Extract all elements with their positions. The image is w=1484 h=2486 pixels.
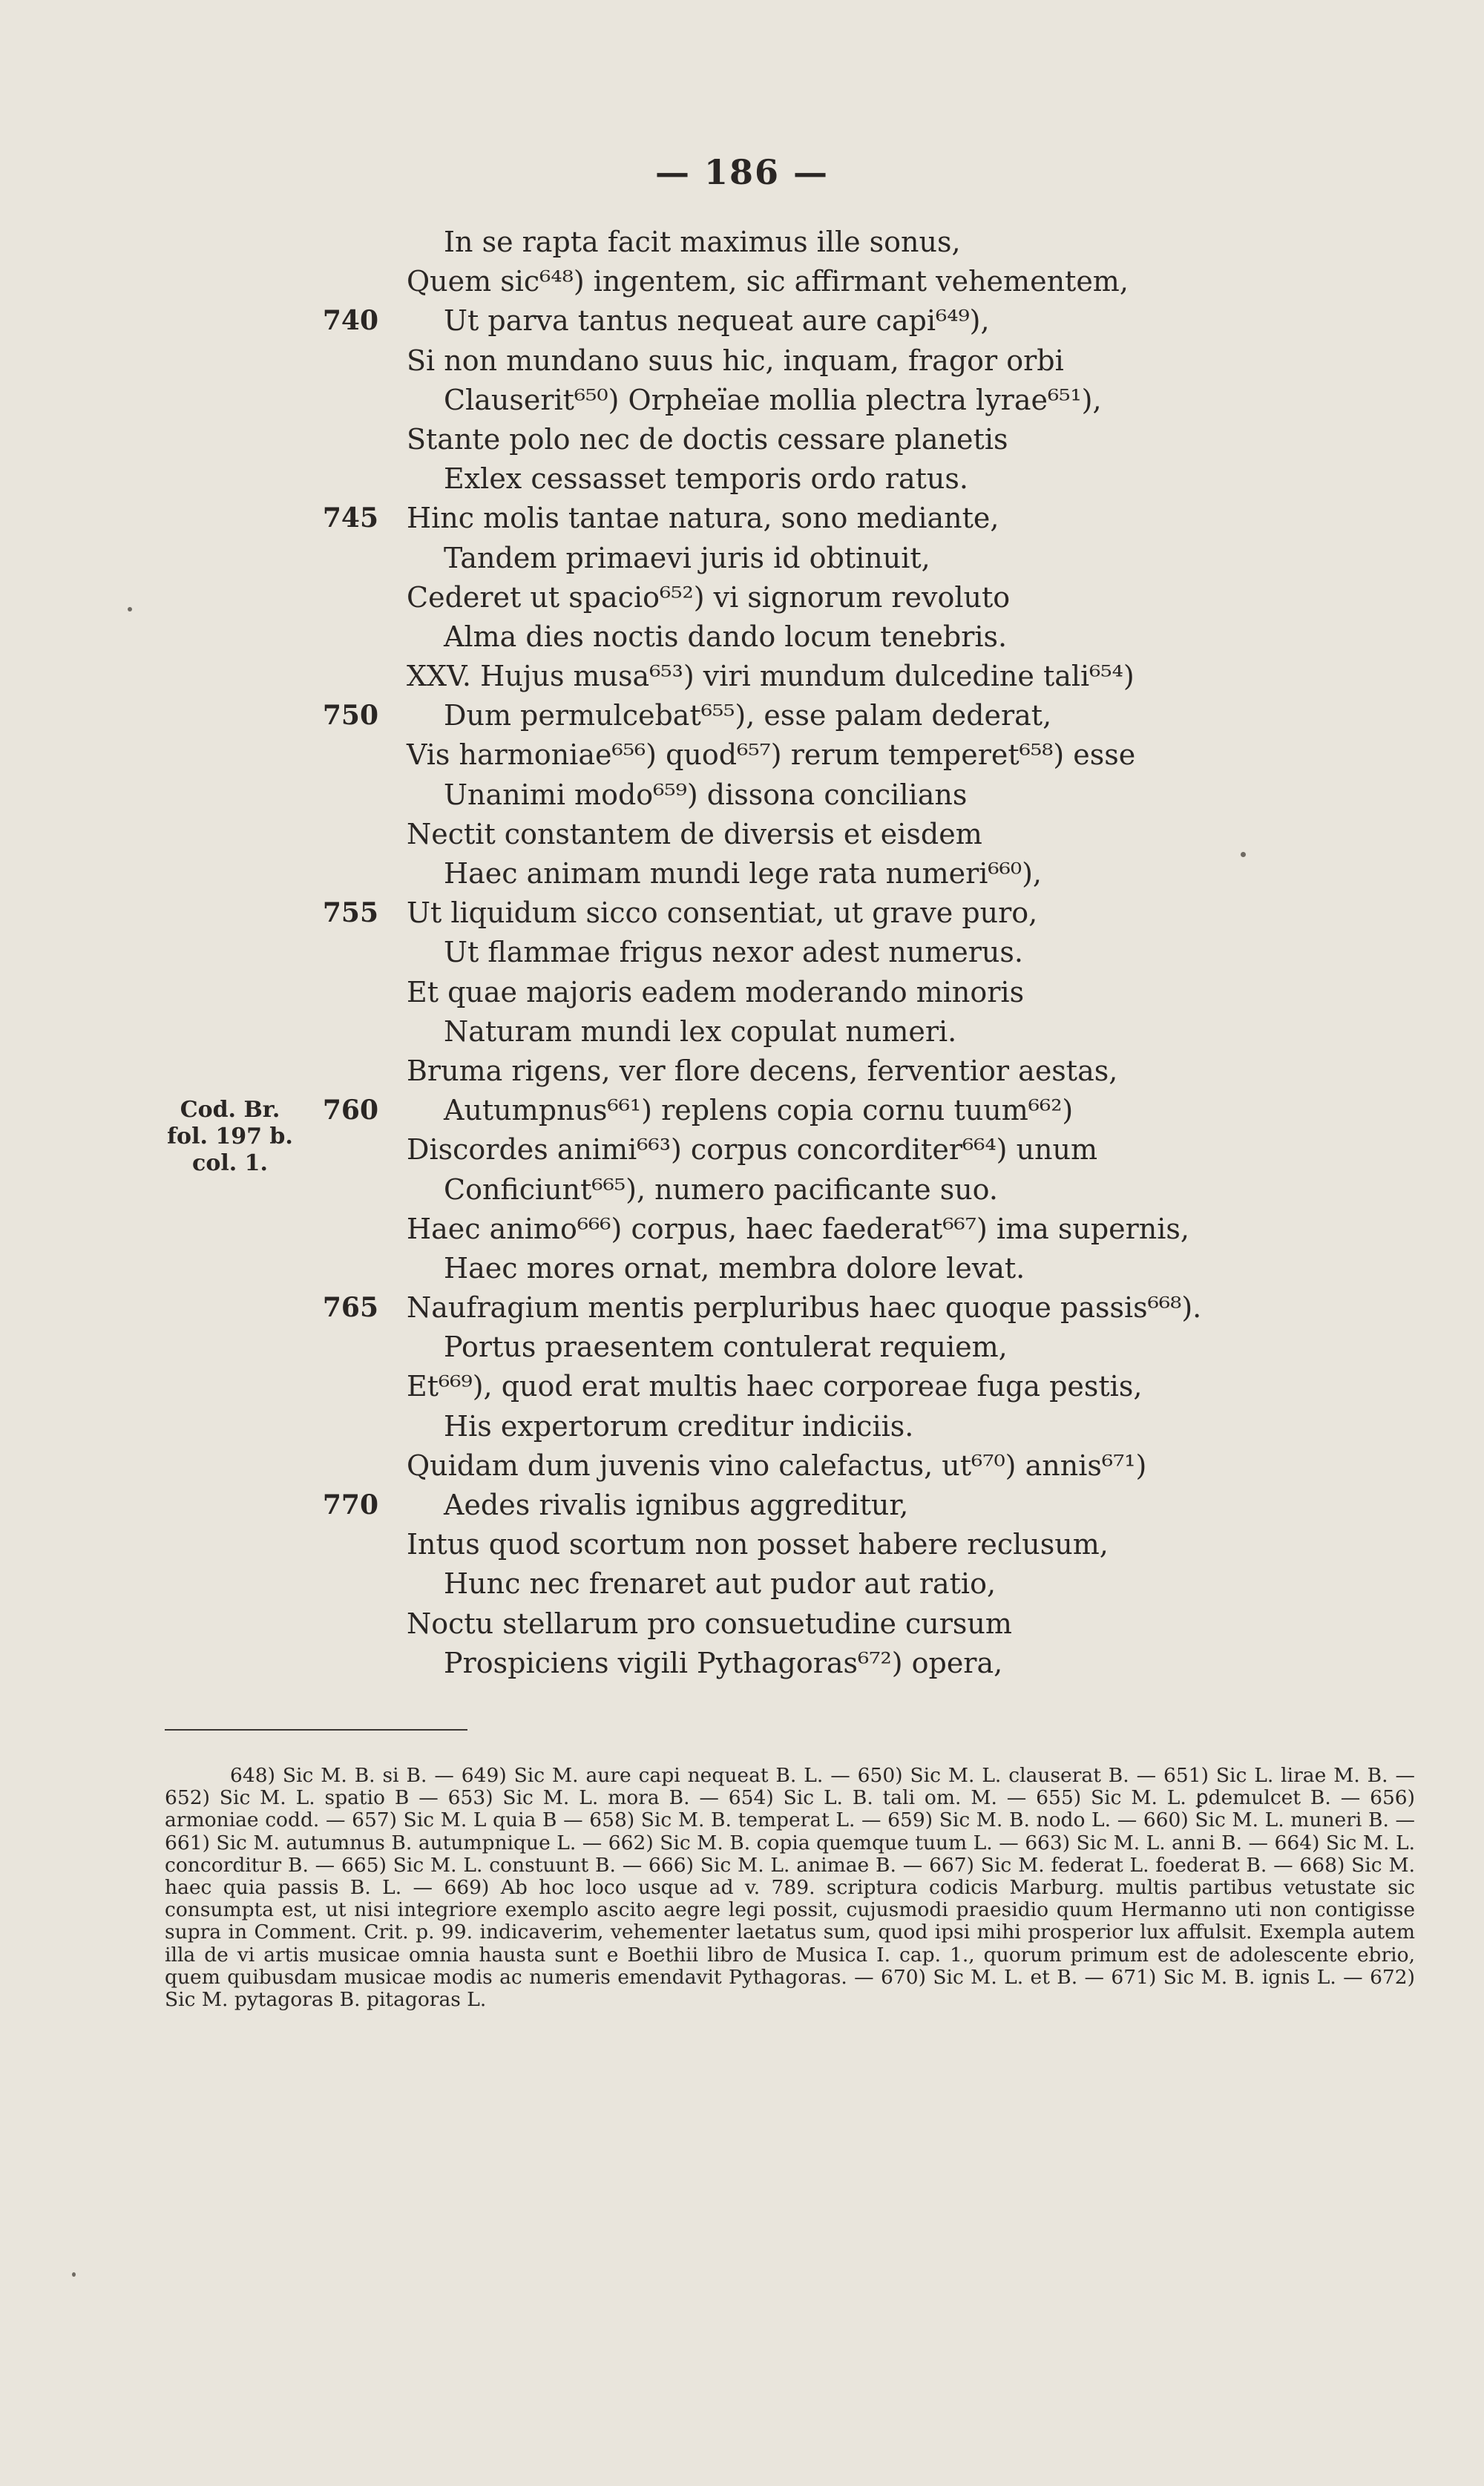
margin-note-line: Cod. Br. [180,1097,280,1123]
margin-note-line: fol. 197 b. [167,1124,293,1149]
verse-line [0,696,1484,735]
verse-line [0,1170,1484,1210]
verse-text: Clauserit⁶⁵⁰) Orpheïae mollia plectra lyrae⁶⁵¹), [444,383,1102,416]
verse-text: Stante polo nec de doctis cessare planetis [407,422,1008,456]
verse-text: Unanimi modo⁶⁵⁹) dissona concilians [444,778,968,811]
section-marker: XXV. [407,660,471,693]
verse-line [0,815,1484,854]
verse-text: Tandem primaevi juris id obtinuit, [444,541,930,574]
verse-text: Et⁶⁶⁹), quod erat multis haec corporeae fuga pestis, [407,1370,1143,1403]
verse-line [0,1486,1484,1525]
verse-text: Exlex cessasset temporis ordo ratus. [444,462,968,496]
verse-text: Intus quod scortum non posset habere reclusum, [407,1528,1109,1561]
page-number: — 186 — [654,152,830,192]
verse-text: Prospiciens vigili Pythagoras⁶⁷²) opera, [444,1646,1003,1679]
footnote-divider [165,1729,467,1731]
paper-speck [72,2272,76,2277]
verse-line [0,1644,1484,1683]
verse-line [0,617,1484,657]
verse-line [0,1367,1484,1406]
verse-line [0,301,1484,341]
line-number: 770 [322,1489,378,1521]
verse-line [0,262,1484,301]
line-number: 755 [322,897,378,929]
verse-line [0,1052,1484,1091]
line-number: 740 [322,305,378,337]
paper-speck [1241,852,1246,857]
verse-line [0,854,1484,893]
verse-line [0,539,1484,578]
verse-line [0,657,1484,696]
verse-text: Quidam dum juvenis vino calefactus, ut⁶⁷⁰) annis⁶⁷¹) [407,1449,1147,1482]
verse-text: Vis harmoniae⁶⁵⁶) quod⁶⁵⁷) rerum temperet⁶⁵⁸) esse [407,738,1136,772]
verse-text: Bruma rigens, ver flore decens, ferventior aestas, [407,1054,1118,1087]
verse-text [407,657,1135,696]
verse-text: Nectit constantem de diversis et eisdem [407,817,982,850]
verse-text: Haec animam mundi lege rata numeri⁶⁶⁰), [444,857,1043,890]
poem-text [0,223,1484,1683]
paper-speck [128,607,132,611]
verse-text: Haec mores ornat, membra dolore levat. [444,1251,1025,1285]
verse-line [0,973,1484,1012]
verse-line [0,499,1484,538]
verse-text: Si non mundano suus hic, inquam, fragor orbi [407,344,1064,377]
verse-line [0,1288,1484,1328]
verse-line [0,1130,1484,1170]
verse-text: His expertorum creditur indiciis. [444,1409,914,1443]
verse-text: Hinc molis tantae natura, sono mediante, [407,502,999,535]
verse-body: Hujus musa⁶⁵³) viri mundum dulcedine tali⁶⁵⁴) [480,660,1135,693]
line-number: 750 [322,700,378,732]
margin-note-line: col. 1. [192,1150,268,1176]
verse-line [0,578,1484,617]
verse-text: Ut parva tantus nequeat aure capi⁶⁴⁹), [444,304,990,338]
verse-line [0,933,1484,972]
verse-text: Naufragium mentis perpluribus haec quoque passis⁶⁶⁸). [407,1291,1202,1325]
verse-text: Quem sic⁶⁴⁸) ingentem, sic affirmant vehementem, [407,265,1129,298]
footnotes [165,1765,1415,2011]
verse-line [0,420,1484,459]
verse-line [0,1604,1484,1644]
verse-text: Ut flammae frigus nexor adest numerus. [444,936,1023,969]
footnote-block: 648) Sic M. B. si B. — 649) Sic M. aure capi nequeat B. L. — 650) Sic M. L. clauserat B. — 651) Sic L. lirae M. B. — 652) Sic M. L. spatio B — 653) Sic M. L. mora B. — 654) Sic L. B. tali om. M. — 655) Sic M. L. ꝑdemulcet B. — 656) armoniae codd. — 657) Sic M. L quia B — 658) Sic M. B. temperat L. — 659) Sic M. B. nodo L. — 660) Sic M. L. muneri B. — 661) Sic M. autumnus B. autumpnique L. — 662) Sic M. B. copia quemque tuum L. — 663) Sic M. L. anni B. — 664) Sic M. L. concorditur B. — 665) Sic M. L. constuunt B. — 666) Sic M. L. animae B. — 667) Sic M. federat L. foederat B. — 668) Sic M. haec quia passis B. L. — 669) Ab hoc loco usque ad v. 789. scriptura codicis Marburg. multis partibus vetustate sic consumpta est, ut nisi integriore exemplo ascito aegre legi possit, cujusmodi praesidio quum Hermanno uti non contigisse supra in Comment. Crit. p. 99. indicaverim, vehementer laetatus sum, quod ipsi mihi prosperior lux affulsit. Exempla autem illa de vi artis musicae omnia hausta sunt e Boethii libro de Musica I. cap. 1., quorum primum est de adolescente ebrio, quem quibusdam musicae modis ac numeris emendavit Pythagoras. — 670) Sic M. L. et B. — 671) Sic M. B. ignis L. — 672) Sic M. pytagoras B. pitagoras L. [165,1764,1415,2012]
verse-text: Hunc nec frenaret aut pudor aut ratio, [444,1567,997,1601]
verse-text: Conficiunt⁶⁶⁵), numero pacificante suo. [444,1173,998,1206]
verse-line [0,381,1484,420]
verse-line [0,775,1484,815]
verse-line [0,1564,1484,1604]
line-number: 745 [322,502,378,534]
line-number: 765 [322,1292,378,1324]
verse-line [0,1091,1484,1130]
verse-text: Haec animo⁶⁶⁶) corpus, haec faederat⁶⁶⁷) ima supernis, [407,1212,1190,1245]
verse-line [0,1012,1484,1052]
verse-line [0,735,1484,775]
line-number: 760 [322,1095,378,1126]
verse-text: Discordes animi⁶⁶³) corpus concorditer⁶⁶⁴) unum [407,1133,1098,1167]
verse-line [0,341,1484,381]
verse-text: Autumpnus⁶⁶¹) replens copia cornu tuum⁶⁶²) [444,1094,1074,1127]
verse-line [0,1210,1484,1249]
verse-text: Dum permulcebat⁶⁵⁵), esse palam dederat, [444,699,1052,732]
verse-line [0,893,1484,933]
verse-line [0,1525,1484,1564]
verse-line [0,1446,1484,1486]
verse-text: Cederet ut spacio⁶⁵²) vi signorum revoluto [407,580,1011,614]
verse-text: Et quae majoris eadem moderando minoris [407,975,1025,1008]
verse-text: Alma dies noctis dando locum tenebris. [444,620,1008,653]
verse-line [0,1249,1484,1288]
verse-line [0,1407,1484,1446]
verse-text: In se rapta facit maximus ille sonus, [444,226,961,258]
verse-text: Portus praesentem contulerat requiem, [444,1331,1008,1364]
verse-text: Noctu stellarum pro consuetudine cursum [407,1607,1012,1640]
verse-line [0,223,1484,262]
verse-line [0,1328,1484,1367]
verse-text: Naturam mundi lex copulat numeri. [444,1014,957,1048]
verse-text: Aedes rivalis ignibus aggreditur, [444,1489,909,1521]
verse-line [0,459,1484,499]
verse-text: Ut liquidum sicco consentiat, ut grave puro, [407,896,1038,930]
